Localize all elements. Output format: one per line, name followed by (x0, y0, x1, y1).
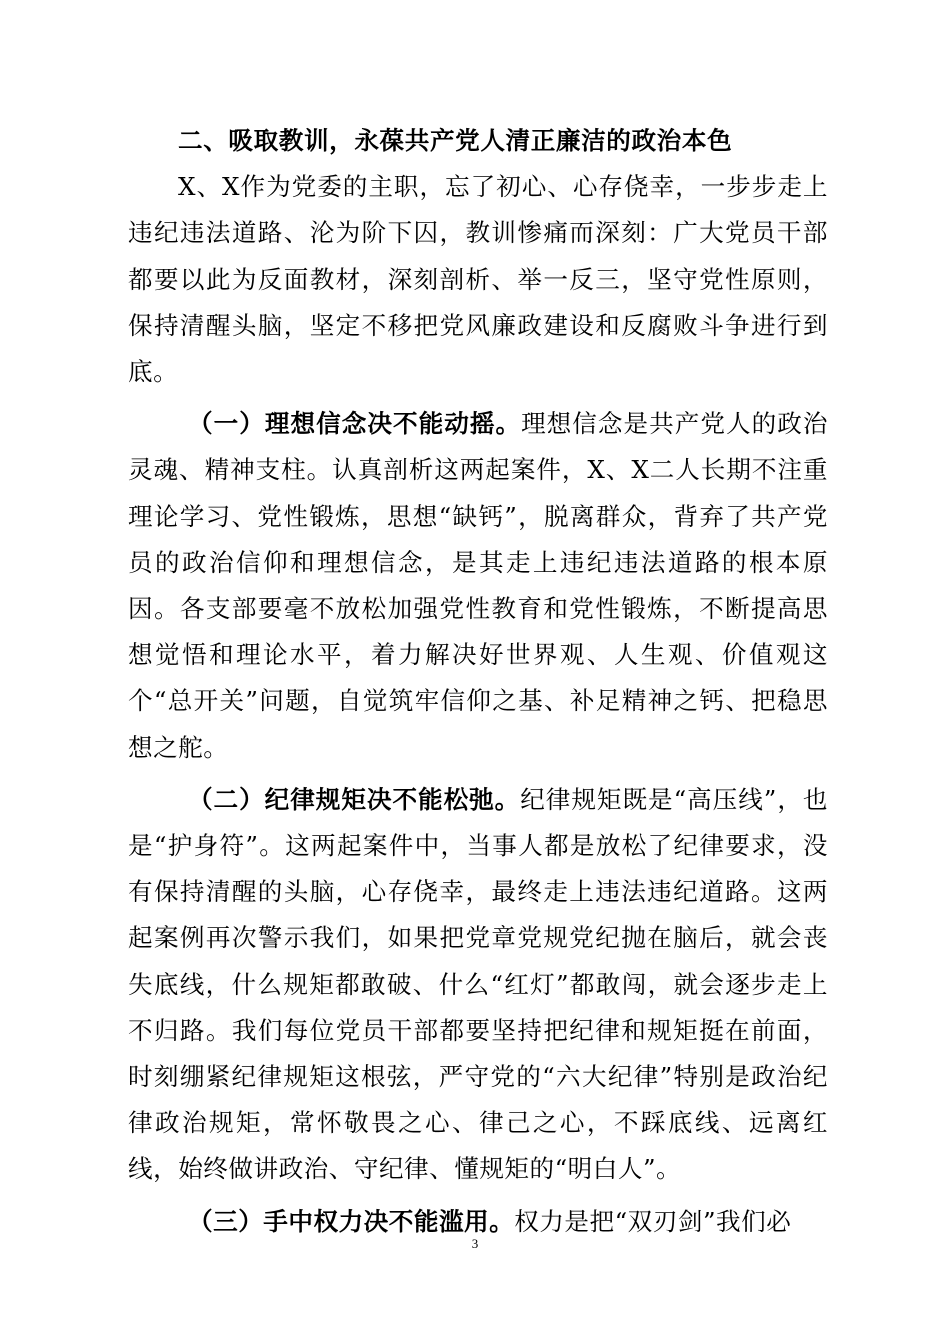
paragraph-lead-power: （三）手中权力决不能滥用。 (188, 1206, 515, 1236)
paragraph-lead-discipline: （二）纪律规矩决不能松弛。 (188, 784, 521, 814)
page-number: 3 (471, 1236, 479, 1251)
paragraph-body-discipline: 纪律规矩既是“高压线”，也是“护身符”。这两起案件中，当事人都是放松了纪律要求，没有保持清醒的头脑，心存侥幸，最终走上违法违纪道路。这两起案例再次警示我们，如果把党章党规党纪抛在脑后，就会丧失底线，什么规矩都敢破、什么“红灯”都敢闯，就会逐步走上不归路。我们每位党员干部都要坚持把纪律和规矩挺在前面，时刻绷紧纪律规矩这根弦，严守党的“六大纪律”特别是政治纪律政治规矩，常怀敬畏之心、律己之心，不踩底线、远离红线，始终做讲政治、守纪律、懂规矩的“明白人”。 (128, 784, 828, 1184)
paragraph-ideals (128, 401, 828, 771)
paragraph-body-ideals: 理想信念是共产党人的政治灵魂、精神支柱。认真剖析这两起案件，X、X二人长期不注重理论学习、党性锻炼，思想“缺钙”，脱离群众，背弃了共产党员的政治信仰和理想信念，是其走上违纪违法道路的根本原因。各支部要毫不放松加强党性教育和党性锻炼，不断提高思想觉悟和理论水平，着力解决好世界观、人生观、价值观这个“总开关”问题，自觉筑牢信仰之基、补足精神之钙、把稳思想之舵。 (128, 409, 828, 762)
section-heading: 二、吸取教训，永葆共产党人清正廉洁的政治本色 (178, 126, 733, 155)
paragraph-lead-ideals: （一）理想信念决不能动摇。 (188, 409, 522, 439)
document-body (128, 118, 828, 1245)
paragraph-body-power: 权力是把“双刃剑”我们必 (514, 1206, 792, 1236)
paragraph-discipline (128, 777, 828, 1193)
intro-paragraph: X、X作为党委的主职，忘了初心、心存侥幸，一步步走上违纪违法道路、沦为阶下囚，教训惨痛而深刻：广大党员干部都要以此为反面教材，深刻剖析、举一反三，坚守党性原则，保持清醒头脑，坚定不移把党风廉政建设和反腐败斗争进行到底。 (128, 172, 828, 387)
